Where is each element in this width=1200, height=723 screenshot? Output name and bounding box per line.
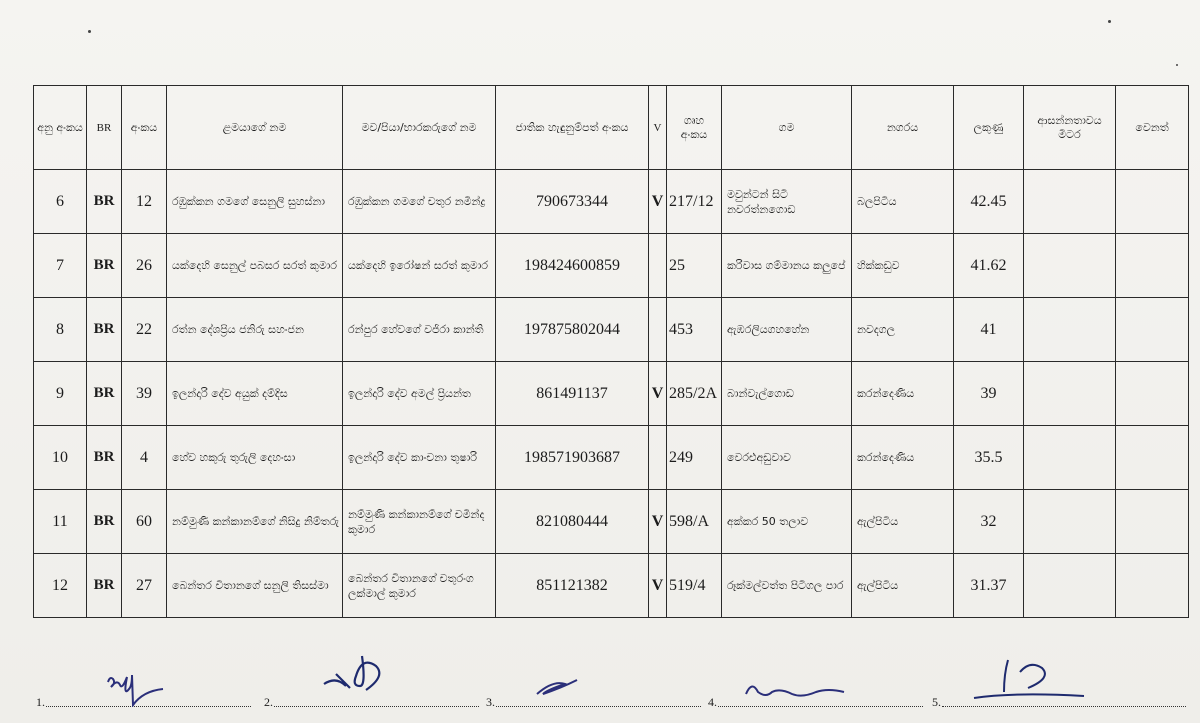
signature-label: 1.	[36, 695, 45, 709]
cell-v: V	[649, 490, 667, 554]
cell-distance	[1024, 298, 1116, 362]
cell-marks: 39	[954, 362, 1024, 426]
header-city: නගරය	[852, 86, 954, 170]
dotted-line	[274, 706, 479, 707]
cell-guardian-name: බෙන්තර විතානගේ චතුරංග ලක්මාල් කුමාර	[343, 554, 496, 618]
cell-city: නවදගල	[852, 298, 954, 362]
cell-nic: 197875802044	[496, 298, 649, 362]
cell-distance	[1024, 426, 1116, 490]
cell-v	[649, 426, 667, 490]
cell-other	[1116, 490, 1189, 554]
cell-city: බලපිටිය	[852, 170, 954, 234]
cell-marks: 31.37	[954, 554, 1024, 618]
cell-house-no: 249	[667, 426, 722, 490]
cell-other	[1116, 298, 1189, 362]
cell-house-no: 453	[667, 298, 722, 362]
signature-line-2	[264, 674, 479, 714]
cell-index: 8	[34, 298, 87, 362]
header-distance: ආසන්නතාවය මීටර	[1024, 86, 1116, 170]
table-header-row	[34, 86, 1189, 170]
cell-number: 27	[122, 554, 167, 618]
cell-marks: 42.45	[954, 170, 1024, 234]
signature-mark	[96, 652, 186, 707]
cell-guardian-name: රන්පුර හේවගේ වජිරා කාන්ති	[343, 298, 496, 362]
header-village: ගම	[722, 86, 852, 170]
cell-house-no: 519/4	[667, 554, 722, 618]
cell-distance	[1024, 170, 1116, 234]
cell-house-no: 25	[667, 234, 722, 298]
cell-br: BR	[87, 490, 122, 554]
cell-index: 7	[34, 234, 87, 298]
cell-marks: 41.62	[954, 234, 1024, 298]
header-br: BR	[87, 86, 122, 170]
cell-v: V	[649, 170, 667, 234]
table-row	[34, 490, 1189, 554]
cell-index: 6	[34, 170, 87, 234]
cell-nic: 861491137	[496, 362, 649, 426]
cell-distance	[1024, 554, 1116, 618]
cell-city: කරන්දෙණිය	[852, 426, 954, 490]
cell-village: කරිවාස ගම්මානය කලුපේ	[722, 234, 852, 298]
cell-v	[649, 234, 667, 298]
header-v: V	[649, 86, 667, 170]
applicant-table	[33, 85, 1189, 618]
cell-house-no: 217/12	[667, 170, 722, 234]
cell-br: BR	[87, 554, 122, 618]
cell-other	[1116, 362, 1189, 426]
cell-village: මවුන්ටන් සිටි නවරත්නගොඩ	[722, 170, 852, 234]
header-nic: ජාතික හැඳුනුම්පත් අංකය	[496, 86, 649, 170]
cell-guardian-name: රඹුක්කන ගමගේ චතුර නමින්ද්‍ර	[343, 170, 496, 234]
header-house-no: ගෘහ අංකය	[667, 86, 722, 170]
header-number: අංකය	[122, 86, 167, 170]
signature-line-3	[486, 674, 701, 714]
dotted-line	[718, 706, 923, 707]
header-guardian-name: මව/පියා/භාරකරුගේ නම	[343, 86, 496, 170]
header-other: වෙනත්	[1116, 86, 1189, 170]
signature-mark	[314, 644, 414, 704]
cell-city: ඇල්පිටිය	[852, 554, 954, 618]
table-row	[34, 234, 1189, 298]
dotted-line	[496, 706, 701, 707]
cell-guardian-name: නම්මුණි කන්කානම්ගේ චමින්ද කුමාර	[343, 490, 496, 554]
cell-nic: 790673344	[496, 170, 649, 234]
cell-house-no: 285/2A	[667, 362, 722, 426]
header-marks: ලකුණු	[954, 86, 1024, 170]
cell-child-name: බෙන්තර විතානගේ සනුලි තිසස්මා	[167, 554, 343, 618]
cell-village: ඇඹරලියගහහේන	[722, 298, 852, 362]
cell-child-name: රත්න දේශප්‍රිය ජනිරු සහංජන	[167, 298, 343, 362]
cell-index: 11	[34, 490, 87, 554]
cell-index: 10	[34, 426, 87, 490]
signature-line-1	[36, 674, 251, 714]
cell-village: වෙරළුඅඩුවාව	[722, 426, 852, 490]
cell-marks: 35.5	[954, 426, 1024, 490]
cell-other	[1116, 554, 1189, 618]
cell-nic: 821080444	[496, 490, 649, 554]
cell-number: 26	[122, 234, 167, 298]
signature-area	[36, 640, 1186, 720]
cell-other	[1116, 426, 1189, 490]
cell-child-name: යක්දෙහි සෙනුල් පබසර සරත් කුමාර	[167, 234, 343, 298]
table-row	[34, 426, 1189, 490]
signature-mark	[968, 646, 1098, 706]
cell-other	[1116, 170, 1189, 234]
signature-line-5	[932, 674, 1186, 714]
cell-distance	[1024, 490, 1116, 554]
signature-label: 4.	[708, 695, 717, 709]
cell-guardian-name: ඉලන්දාරි දේව කාංචනා තුෂාරි	[343, 426, 496, 490]
cell-distance	[1024, 362, 1116, 426]
cell-child-name: රඹුක්කන ගමගේ සෙනුලි සුහස්නා	[167, 170, 343, 234]
paper-speck	[1108, 20, 1111, 23]
header-child-name: ළමයාගේ නම	[167, 86, 343, 170]
cell-index: 12	[34, 554, 87, 618]
cell-number: 4	[122, 426, 167, 490]
cell-house-no: 598/A	[667, 490, 722, 554]
signature-label: 5.	[932, 695, 941, 709]
cell-marks: 41	[954, 298, 1024, 362]
cell-guardian-name: යක්දෙහි ඉරෝෂන් සරත් කුමාර	[343, 234, 496, 298]
cell-other	[1116, 234, 1189, 298]
cell-v: V	[649, 554, 667, 618]
paper-speck	[1176, 64, 1178, 66]
cell-number: 12	[122, 170, 167, 234]
cell-child-name: ඉලන්දාරි දේව අයුක් දම්දිස	[167, 362, 343, 426]
cell-br: BR	[87, 362, 122, 426]
cell-village: රූක්මල්වත්ත පිටිගල පාර	[722, 554, 852, 618]
table-row	[34, 170, 1189, 234]
cell-child-name: නම්මුණි කන්කානම්ගේ නිසිදු නිම්තරු	[167, 490, 343, 554]
cell-number: 60	[122, 490, 167, 554]
header-index: අනු අංකය	[34, 86, 87, 170]
cell-guardian-name: ඉලන්දාරි දේව අමල් ප්‍රියන්ත	[343, 362, 496, 426]
signature-label: 2.	[264, 695, 273, 709]
cell-distance	[1024, 234, 1116, 298]
signature-line-4	[708, 674, 923, 714]
dotted-line	[942, 706, 1186, 707]
cell-index: 9	[34, 362, 87, 426]
table-row	[34, 298, 1189, 362]
cell-v: V	[649, 362, 667, 426]
table-row	[34, 554, 1189, 618]
cell-number: 39	[122, 362, 167, 426]
paper-speck	[88, 30, 91, 33]
signature-mark	[531, 666, 591, 706]
cell-number: 22	[122, 298, 167, 362]
cell-nic: 198571903687	[496, 426, 649, 490]
cell-br: BR	[87, 298, 122, 362]
cell-br: BR	[87, 426, 122, 490]
cell-v	[649, 298, 667, 362]
cell-city: හික්කඩුව	[852, 234, 954, 298]
signature-label: 3.	[486, 695, 495, 709]
cell-city: ඇල්පිටිය	[852, 490, 954, 554]
signature-mark	[742, 672, 862, 702]
cell-br: BR	[87, 170, 122, 234]
cell-nic: 198424600859	[496, 234, 649, 298]
cell-nic: 851121382	[496, 554, 649, 618]
cell-marks: 32	[954, 490, 1024, 554]
cell-child-name: හේව හකුරු තුරුලි දෙහංසා	[167, 426, 343, 490]
cell-village: අක්කර 50 තලාව	[722, 490, 852, 554]
table-row	[34, 362, 1189, 426]
cell-village: බාන්වැල්ගොඩ	[722, 362, 852, 426]
cell-city: කරන්දෙණිය	[852, 362, 954, 426]
cell-br: BR	[87, 234, 122, 298]
